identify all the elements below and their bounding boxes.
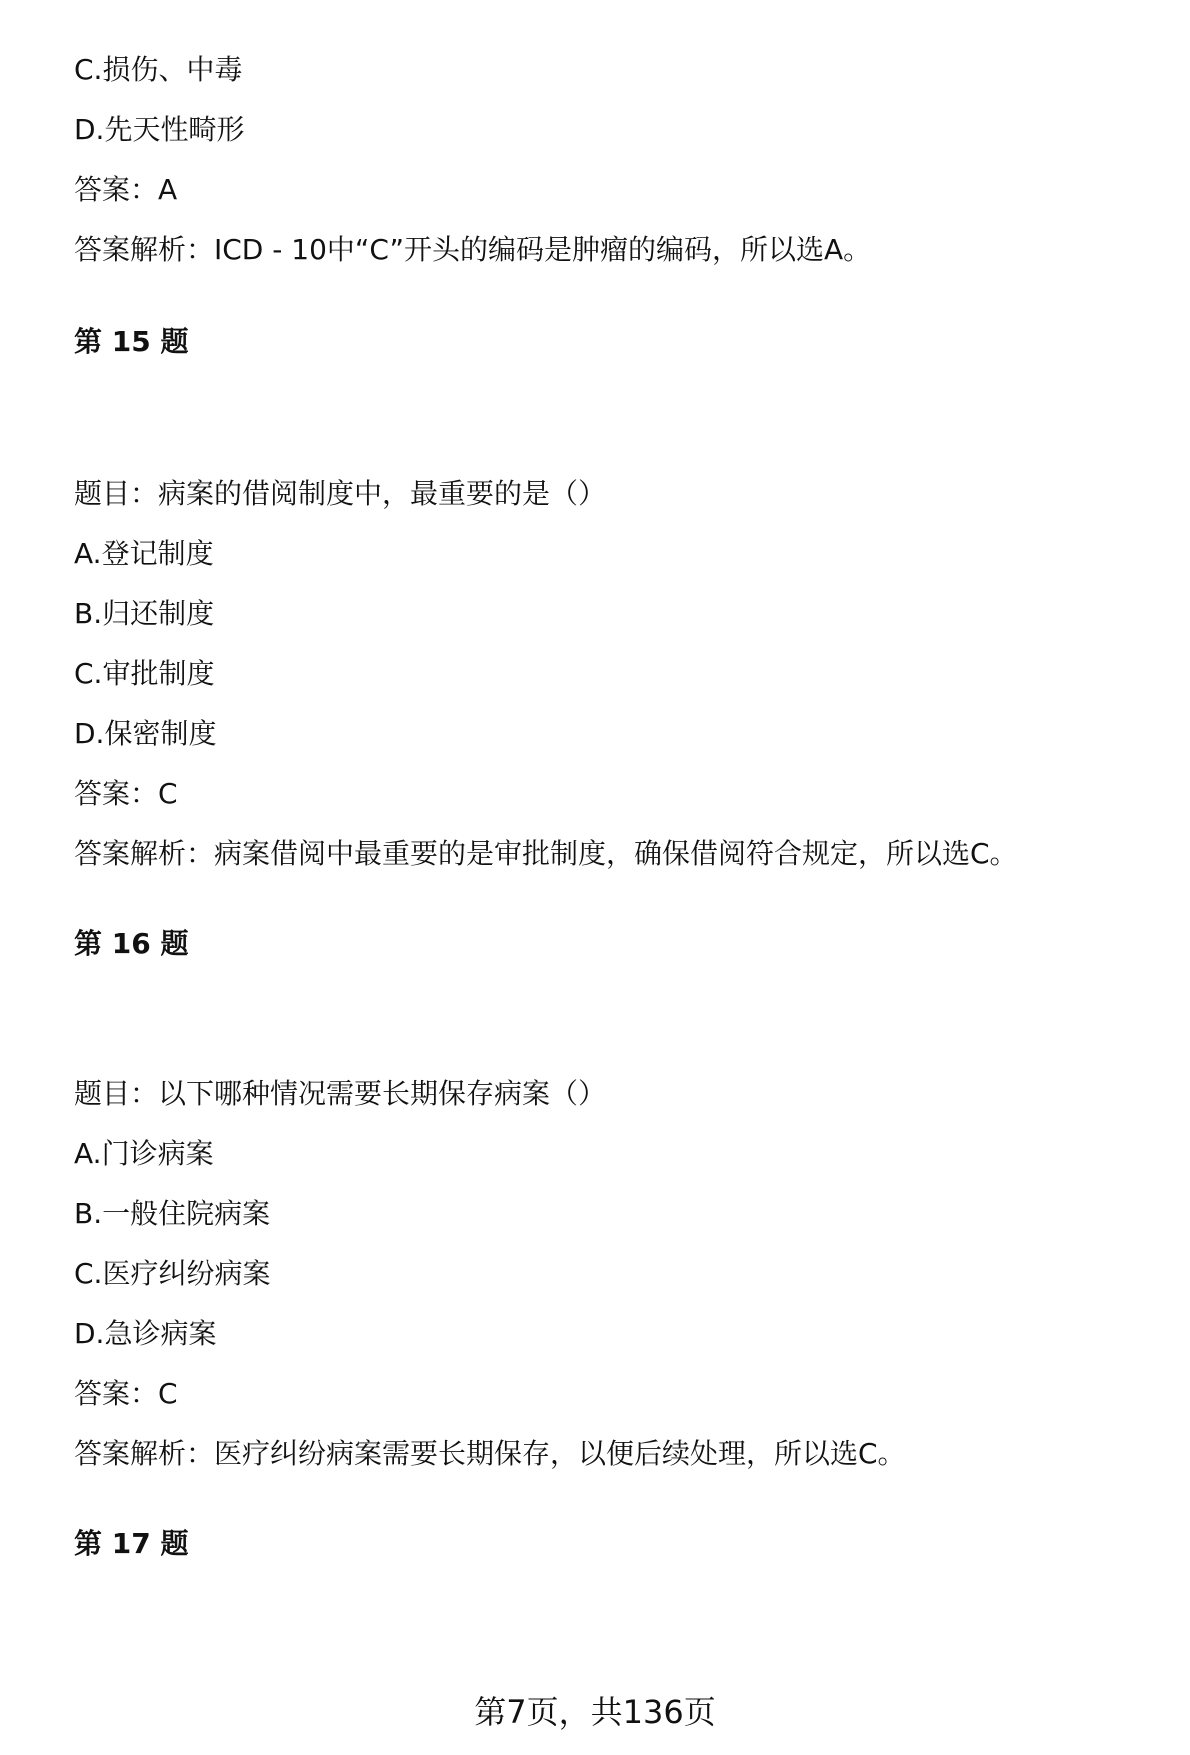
q16-stem: 题目：以下哪种情况需要长期保存病案（） bbox=[74, 1077, 607, 1110]
q15-heading: 第 15 题 bbox=[74, 325, 189, 358]
q16-analysis: 答案解析：医疗纠纷病案需要长期保存，以便后续处理，所以选C。 bbox=[74, 1437, 906, 1470]
page-indicator: 第7页，共136页 bbox=[474, 1693, 716, 1731]
q15-analysis: 答案解析：病案借阅中最重要的是审批制度，确保借阅符合规定，所以选C。 bbox=[74, 837, 1018, 870]
q14-option-d: D.先天性畸形 bbox=[74, 113, 245, 146]
q14-answer: 答案：A bbox=[74, 173, 178, 206]
q15-option-d: D.保密制度 bbox=[74, 717, 217, 750]
q17-heading: 第 17 题 bbox=[74, 1527, 189, 1560]
q16-answer: 答案：C bbox=[74, 1377, 178, 1410]
q16-option-a: A.门诊病案 bbox=[74, 1137, 214, 1170]
q14-analysis: 答案解析：ICD - 10中“C”开头的编码是肿瘤的编码，所以选A。 bbox=[74, 233, 872, 266]
q16-heading: 第 16 题 bbox=[74, 927, 189, 960]
q16-option-c: C.医疗纠纷病案 bbox=[74, 1257, 271, 1290]
q15-option-b: B.归还制度 bbox=[74, 597, 215, 630]
q16-option-b: B.一般住院病案 bbox=[74, 1197, 271, 1230]
q14-option-c: C.损伤、中毒 bbox=[74, 53, 243, 86]
q15-option-a: A.登记制度 bbox=[74, 537, 214, 570]
q15-answer: 答案：C bbox=[74, 777, 178, 810]
q15-option-c: C.审批制度 bbox=[74, 657, 215, 690]
q15-stem: 题目：病案的借阅制度中，最重要的是（） bbox=[74, 477, 607, 510]
q16-option-d: D.急诊病案 bbox=[74, 1317, 217, 1350]
